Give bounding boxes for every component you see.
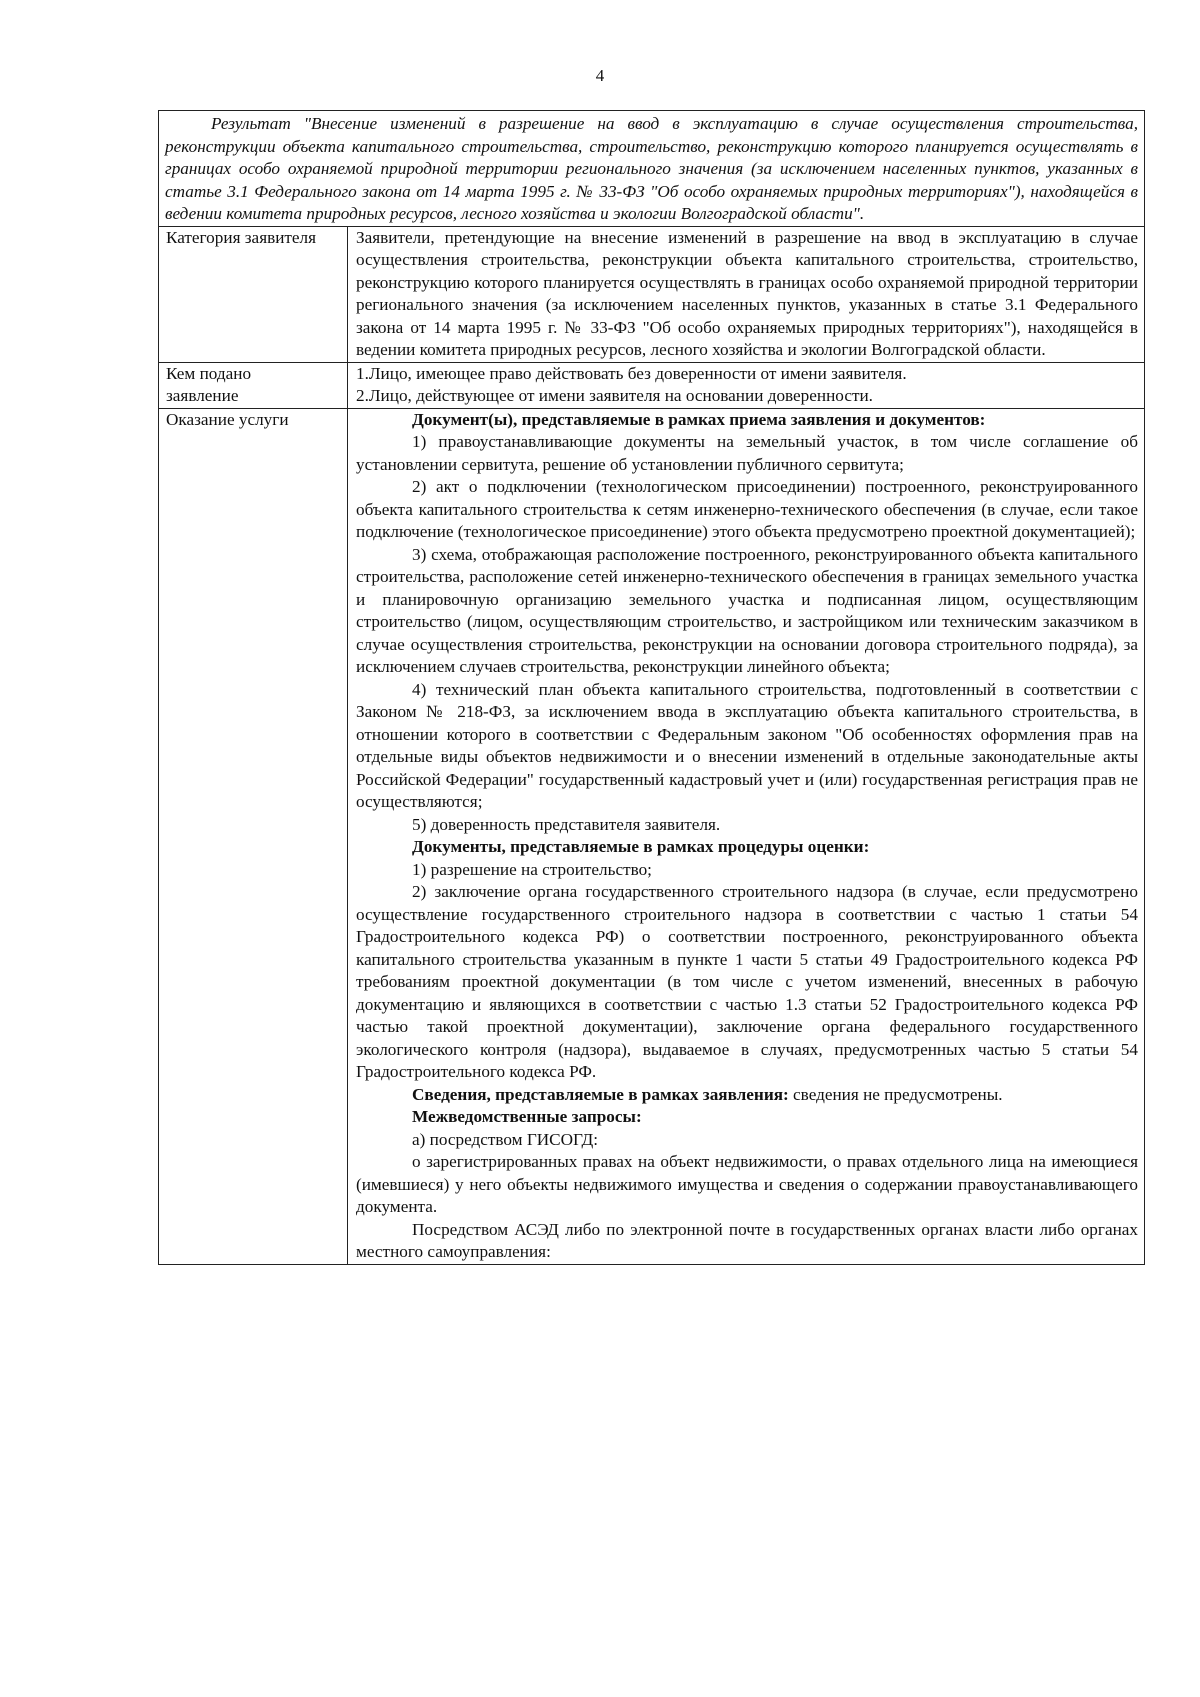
document-item-2: 2) акт о подключении (технологическом присоединении) построенного, реконструированного объекта капитального строительства к сетям инженерно-технического обеспечения (в случае, если такое подключение (технологическое присоединение) этого объекта предусмотрено проектной документацией); bbox=[356, 477, 1138, 541]
service-label: Оказание услуги bbox=[159, 408, 348, 1264]
document-item-3: 3) схема, отображающая расположение построенного, реконструированного объекта капитального строительства, расположение сетей инженерно-технического обеспечения в границах земельного участка и планировочную организацию земельного участка и подписанная лицом, осуществляющим строительство (лицом, осуществляющим строительство, и застройщиком или техническим заказчиком в случае осуществления строительства, реконструкции на основании договора строительного подряда), за исключением случаев строительства, реконструкции линейного объекта; bbox=[356, 544, 1138, 676]
submitted-by-content bbox=[348, 362, 1145, 408]
service-content bbox=[348, 408, 1145, 1264]
service-row bbox=[159, 408, 1145, 1264]
submitted-by-label-line1: Кем подано bbox=[166, 363, 252, 383]
submitted-by-label bbox=[159, 362, 348, 408]
evaluation-heading: Документы, представляемые в рамках процедуры оценки: bbox=[412, 837, 870, 856]
info-text: сведения не предусмотрены. bbox=[793, 1084, 1003, 1104]
evaluation-item-1: 1) разрешение на строительство; bbox=[412, 859, 652, 879]
regulation-table bbox=[158, 110, 1145, 1265]
submitted-by-label-line2: заявление bbox=[166, 386, 239, 405]
documents-heading: Документ(ы), представляемые в рамках приема заявления и документов: bbox=[412, 409, 986, 429]
aced-text: Посредством АСЭД либо по электронной почте в государственных органах власти либо органах местного самоуправления: bbox=[356, 1219, 1138, 1261]
gisogd-text: о зарегистрированных правах на объект недвижимости, о правах отдельного лица на имеющиеся (имевшиеся) у него объекты недвижимого имущества и сведения о содержании правоустанавливающего документа. bbox=[356, 1152, 1138, 1216]
document-item-1: 1) правоустанавливающие документы на земельный участок, в том числе соглашение об установлении сервитута, решение об установлении публичного сервитута; bbox=[356, 432, 1138, 474]
info-heading: Сведения, представляемые в рамках заявления: bbox=[412, 1084, 789, 1104]
result-header-row bbox=[159, 111, 1145, 227]
submitted-by-item-2: 2.Лицо, действующее от имени заявителя на основании доверенности. bbox=[356, 386, 873, 405]
document-item-5: 5) доверенность представителя заявителя. bbox=[412, 814, 721, 834]
applicant-category-description: Заявители, претендующие на внесение изменений в разрешение на ввод в эксплуатацию в случае осуществления строительства, реконструкции объекта капитального строительства, строительство, реконструкцию которого планируется осуществлять в границах особо охраняемой природной территории регионального значения (за исключением населенных пунктов, указанных в статье 3.1 Федерального закона от 14 марта 1995 г. № 33-ФЗ "Об особо охраняемых природных территориях"), находящейся в ведении комитета природных ресурсов, лесного хозяйства и экологии Волгоградской области. bbox=[356, 227, 1138, 359]
applicant-category-label: Категория заявителя bbox=[159, 226, 348, 362]
interagency-heading: Межведомственные запросы: bbox=[412, 1107, 642, 1126]
info-paragraph bbox=[356, 1084, 1138, 1107]
applicant-category-text bbox=[348, 226, 1145, 362]
gisogd-label: а) посредством ГИСОГД: bbox=[412, 1129, 598, 1149]
document-item-4: 4) технический план объекта капитального строительства, подготовленный в соответствии с Законом № 218-ФЗ, за исключением ввода в эксплуатацию объекта капитального строительства, в отношении которого в соответствии с Федеральным законом "Об особенностях оформления прав на отдельные виды объектов недвижимости и о внесении изменений в отдельные законодательные акты Российской Федерации" государственный кадастровый учет и (или) государственная регистрация прав не осуществляются; bbox=[356, 679, 1138, 811]
page-number: 4 bbox=[595, 66, 605, 85]
evaluation-item-2: 2) заключение органа государственного строительного надзора (в случае, если предусмотрено осуществление государственного строительного надзора в соответствии с частью 1 статьи 54 Градостроительного кодекса РФ) о соответствии построенного, реконструированного объекта капитального строительства указанным в пункте 1 части 5 статьи 49 Градостроительного кодекса РФ требованиям проектной документации (в том числе с учетом изменений, внесенных в рабочую документацию и являющихся в соответствии с частью 1.3 статьи 52 Градостроительного кодекса РФ частью такой проектной документации), заключение органа федерального государственного экологического контроля (надзора), выдаваемое в случаях, предусмотренных частью 5 статьи 54 Градостроительного кодекса РФ. bbox=[356, 882, 1138, 1081]
applicant-category-row bbox=[159, 226, 1145, 362]
result-header-cell bbox=[159, 111, 1145, 227]
submitted-by-item-1: 1.Лицо, имеющее право действовать без доверенности от имени заявителя. bbox=[356, 363, 907, 383]
submitted-by-row bbox=[159, 362, 1145, 408]
result-text: Результат "Внесение изменений в разрешение на ввод в эксплуатацию в случае осуществления строительства, реконструкции объекта капитального строительства, строительство, реконструкцию которого планируется осуществлять в границах особо охраняемой природной территории регионального значения (за исключением населенных пунктов, указанных в статье 3.1 Федерального закона от 14 марта 1995 г. № 33-ФЗ "Об особо охраняемых природных территориях"), находящейся в ведении комитета природных ресурсов, лесного хозяйства и экологии Волгоградской области". bbox=[165, 114, 1138, 223]
